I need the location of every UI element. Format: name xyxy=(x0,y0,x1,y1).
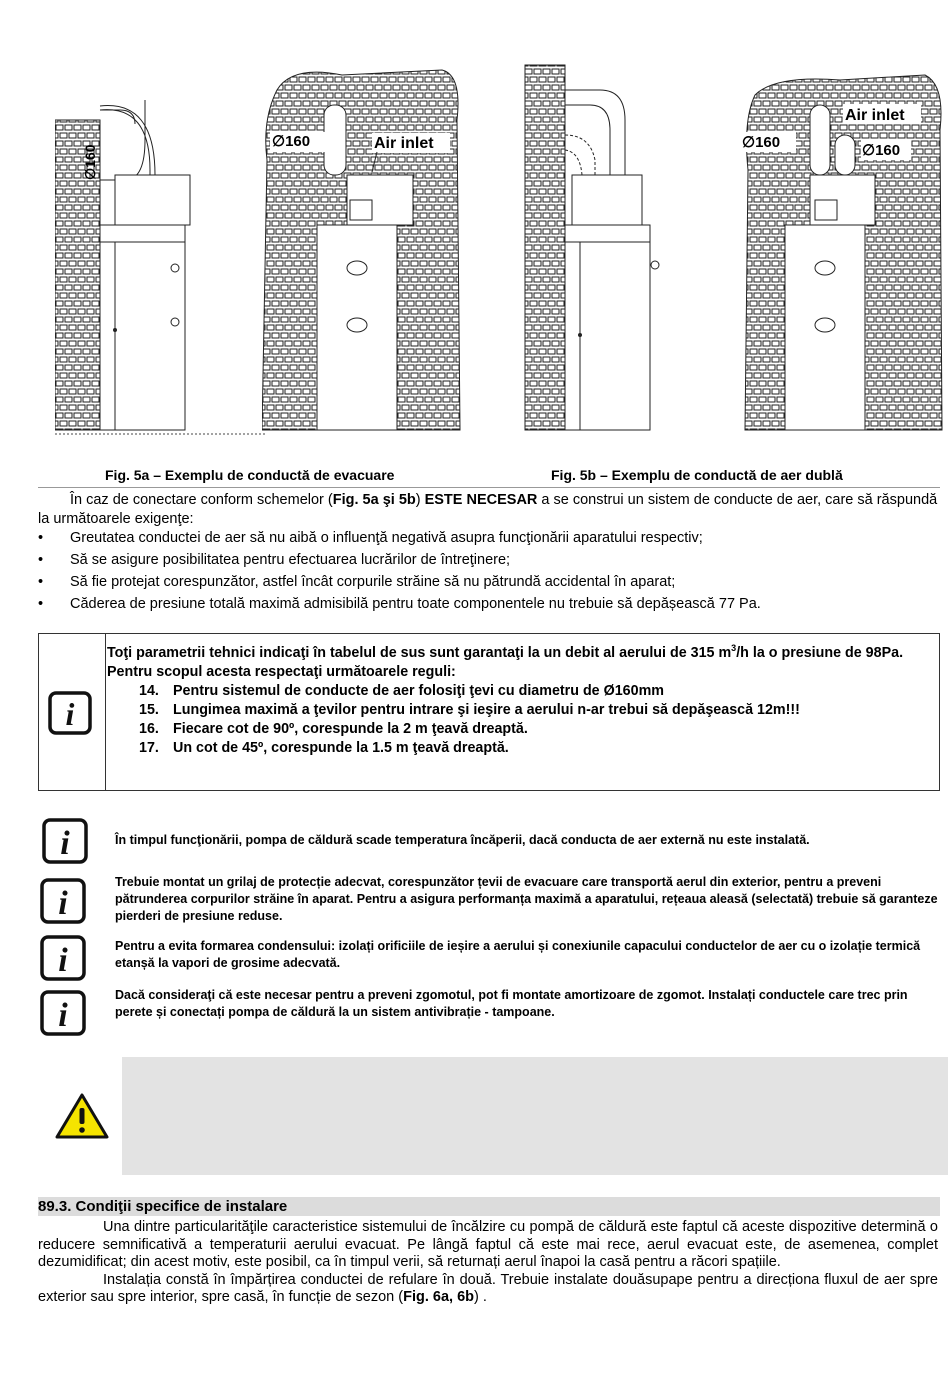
figure-5a-side-view xyxy=(55,60,265,440)
note-condensation: Pentru a evita formarea condensului: izolați orificiile de ieșire a aerului și conexiunile capacului conductelor de aer cu o izolație termică etanșă la vapori de grosime adecvată. xyxy=(115,939,921,970)
rule-text: Fiecare cot de 90º, corespunde la 2 m ţeavă dreaptă. xyxy=(173,720,528,737)
rule-item xyxy=(107,682,932,701)
list-item xyxy=(38,529,938,551)
list-item-text: Să se asigure posibilitatea pentru efectuarea lucrărilor de întreţinere; xyxy=(70,552,511,568)
body-text: ) . xyxy=(474,1289,487,1305)
info-icon xyxy=(42,818,88,864)
info-icon xyxy=(48,691,92,735)
list-item-text: Să fie protejat corespunzător, astfel încât corpurile străine să nu pătrundă accidental în aparat; xyxy=(70,574,676,590)
rule-text: Un cot de 45º, corespunde la 1.5 m ţeavă dreaptă. xyxy=(173,739,509,756)
svg-text:i: i xyxy=(58,942,68,979)
svg-text:i: i xyxy=(60,825,70,862)
list-item-text: Greutatea conductei de aer să nu aibă o influenţă negativă asupra funcţionării aparatului respectiv; xyxy=(70,530,703,546)
bullet: • xyxy=(38,596,44,612)
air-inlet-label: Air inlet xyxy=(374,135,434,152)
info-icon xyxy=(40,878,86,924)
intro-text: ) xyxy=(415,492,425,508)
top-unit xyxy=(115,175,190,225)
dim-label: ∅160 xyxy=(272,133,311,150)
rules-list xyxy=(107,682,932,758)
rule-number: 17. xyxy=(139,739,159,756)
info-icon xyxy=(40,935,86,981)
note-protection-grille: Trebuie montat un grilaj de protecție adecvat, corespunzător țevii de evacuare care transportă aerul din exterior, pentru a preveni pătrunderea corpurilor străine în aparat. Pentru a asigura performanța maximă a aparatului, rețeaua aleasă (selectată) trebuie să garanteze pierderi de presiune reduse. xyxy=(115,875,938,923)
figure-5b-side-view xyxy=(520,60,725,440)
info-text: Toţi parametrii tehnici indicaţi în tabelul de sus sunt garantaţi la un debit al aerului de 315 m xyxy=(107,644,732,661)
rule-item xyxy=(107,701,932,720)
bullet: • xyxy=(38,552,44,568)
figure-5a-front-view xyxy=(262,60,467,440)
caption-fig-5b: Fig. 5b – Exemplu de conductă de aer dublă xyxy=(551,467,843,483)
rule-number: 15. xyxy=(139,701,159,718)
info-box-content xyxy=(107,639,932,758)
rule-text: Pentru sistemul de conducte de aer folosiţi ţevi cu diametru de Ø160mm xyxy=(173,682,664,699)
note-room-temperature: În timpul funcţionării, pompa de căldură scade temperatura încăperii, dacă conducta de aer externă nu este instalată. xyxy=(115,833,810,847)
control-panel xyxy=(350,200,372,220)
intro-text: În caz de conectare conform schemelor ( xyxy=(70,492,333,508)
caption-fig-5a: Fig. 5a – Exemplu de conductă de evacuare xyxy=(105,467,395,483)
svg-text:i: i xyxy=(58,885,68,922)
requirements-list xyxy=(38,529,938,617)
rule-text: Lungimea maximă a ţevilor pentru intrare şi ieşire a aerului n-ar trebui să depăşească 12m!!! xyxy=(173,701,800,718)
control-panel xyxy=(815,200,837,220)
dim-label: ∅160 xyxy=(82,144,98,180)
intro-text: a se construi un sistem de conducte de aer, care să răspundă la următoarele exigenţe: xyxy=(38,492,938,527)
inlet-pipe xyxy=(835,135,855,175)
note-noise: Dacă consideraţi că este necesar pentru a preveni zgomotul, pot fi montate amortizoare de zgomot. Instalați conductele care trec prin perete și conectați pompa de căldură la un sistem antivibrație - tampoane. xyxy=(115,988,908,1019)
list-item-text: Căderea de presiune totală maximă admisibilă pentru toate componentele nu trebuie să depășească 77 Pa. xyxy=(70,596,761,612)
list-item xyxy=(38,551,938,573)
warning-icon xyxy=(55,1092,109,1140)
rule-item xyxy=(107,739,932,758)
body-paragraph xyxy=(38,1272,938,1307)
rule-number: 14. xyxy=(139,682,159,699)
technical-info-box xyxy=(38,633,940,791)
bullet: • xyxy=(38,574,44,590)
figure-reference: Fig. 5a şi 5b xyxy=(332,492,416,508)
figure-5b-front-view xyxy=(740,60,950,440)
svg-text:i: i xyxy=(58,997,68,1034)
body-text: Instalația constă în împărțirea conductei de refulare în două. Trebuie instalate douăsupape pentru a direcționa fluxul de aer spre exterior sau spre interior, spre casă, în funcție de sezon ( xyxy=(38,1271,938,1305)
info-icon-cell xyxy=(39,634,106,790)
section-number: 89.3. xyxy=(38,1198,72,1215)
rule-number: 16. xyxy=(139,720,159,737)
figure-reference: Fig. 6a, 6b xyxy=(403,1289,475,1305)
intro-emphasis: ESTE NECESAR xyxy=(424,492,538,508)
top-unit xyxy=(572,175,642,225)
dim-label-left: ∅160 xyxy=(742,134,781,151)
section-title: Condiţii specifice de instalare xyxy=(75,1198,288,1215)
warning-box xyxy=(122,1057,948,1175)
caption-divider xyxy=(38,487,940,488)
brick-wall xyxy=(525,65,565,430)
section-header xyxy=(38,1197,940,1216)
intro-paragraph xyxy=(38,491,938,529)
list-item xyxy=(38,595,938,617)
bullet: • xyxy=(38,530,44,546)
list-item xyxy=(38,573,938,595)
info-text: /h la o presiune de 98Pa. Pentru scopul acesta respectaţi următoarele reguli: xyxy=(107,644,904,680)
body-paragraph: Una dintre particularităţile caracteristice sistemului de încălzire cu pompă de căldură este faptul că aceste dispozitive determină o reducere semnificativă a temperaturii aerului evacuat. Pe lângă faptul că este mai rece, aerul evacuat este, de asemenea, complet dezumidificat; din acest motiv, este posibil, ca în timpul verii, să returnați aerul înapoi la casă pentru a răcori spațiile. xyxy=(38,1219,938,1270)
air-inlet-label: Air inlet xyxy=(845,107,905,124)
exhaust-pipe xyxy=(810,105,830,175)
svg-text:i: i xyxy=(65,696,75,732)
dim-label-right: ∅160 xyxy=(862,142,901,159)
tank-body xyxy=(565,225,650,430)
info-box-intro xyxy=(107,639,932,682)
rule-item xyxy=(107,720,932,739)
tank-body xyxy=(100,225,185,430)
info-icon xyxy=(40,990,86,1036)
section-body xyxy=(38,1219,938,1307)
superscript: 3 xyxy=(731,643,737,653)
